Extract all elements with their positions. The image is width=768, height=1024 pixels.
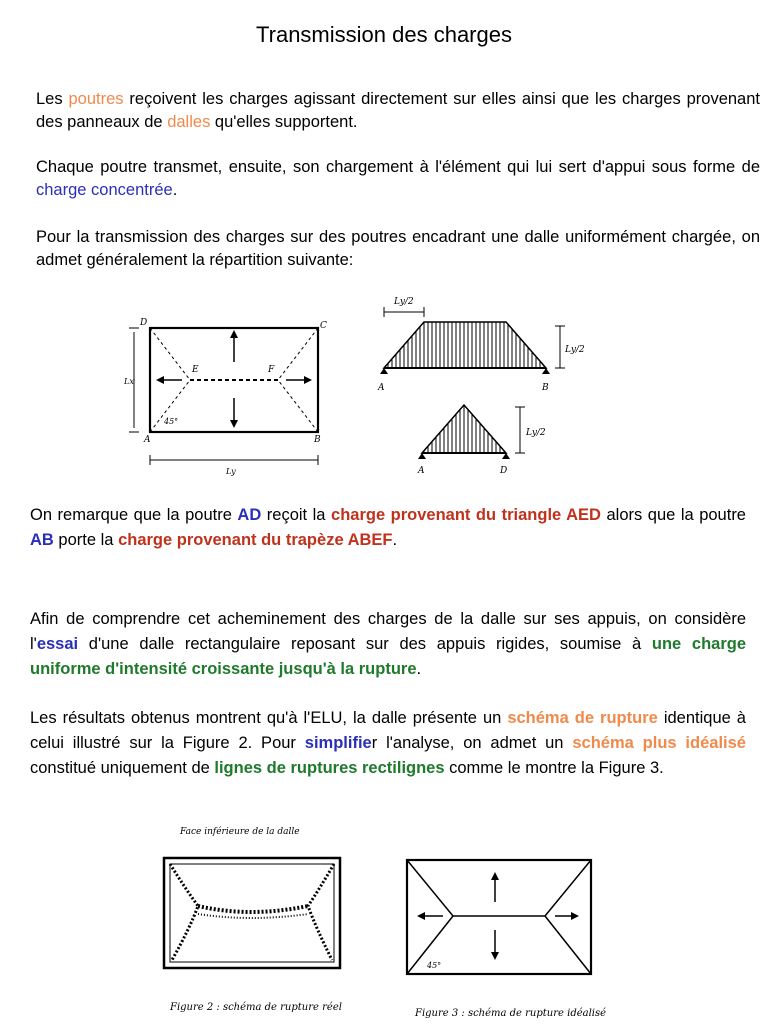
- highlight-schema-idealise: schéma plus idéalisé: [572, 734, 746, 752]
- paragraph-4: On remarque que la poutre AD reçoit la charge provenant du triangle AED alors que la poutre AB porte la charge provenant du trapèze ABEF.: [30, 506, 746, 549]
- figure-2-real-rupture: [150, 818, 360, 1018]
- paragraph-2: Chaque poutre transmet, ensuite, son chargement à l'élément qui lui sert d'appui sous forme de charge concentrée.: [36, 158, 760, 199]
- page-title: Transmission des charges: [256, 22, 512, 47]
- figure-3-caption: Figure 3 : schéma de rupture idéalisé: [415, 1008, 607, 1019]
- highlight-lignes-rupture: lignes de ruptures rectilignes: [214, 759, 445, 777]
- svg-text:A: A: [418, 466, 425, 476]
- paragraph-6: Les résultats obtenus montrent qu'à l'ELU, la dalle présente un schéma de rupture identique à celui illustré sur la Figure 2. Pour simplifier l'analyse, on admet un schéma plus idéalisé constitué uniquement de lignes de ruptures rectilignes comme le montre la Figure 3.: [30, 709, 746, 777]
- svg-text:Ly: Ly: [226, 467, 236, 476]
- paragraph-5: Afin de comprendre cet acheminement des charges de la dalle sur ses appuis, on considère l'essai d'une dalle rectangulaire reposant sur des appuis rigides, soumise à une charge uniforme d'intensité croissante jusqu'à la rupture.: [30, 610, 746, 678]
- svg-text:Ly/2: Ly/2: [565, 345, 585, 355]
- highlight-poutres: poutres: [68, 90, 124, 108]
- svg-text:B: B: [314, 435, 321, 445]
- svg-text:Ly/2: Ly/2: [394, 297, 414, 307]
- highlight-charge-concentree: charge concentrée: [36, 181, 173, 199]
- svg-text:D: D: [140, 318, 148, 328]
- highlight-ab: AB: [30, 531, 54, 549]
- svg-text:45°: 45°: [164, 417, 179, 426]
- highlight-triangle-aed: charge provenant du triangle AED: [331, 506, 601, 524]
- highlight-trapeze-abef: charge provenant du trapèze ABEF: [118, 531, 393, 549]
- figure-3-idealized-rupture: [395, 850, 615, 1020]
- highlight-charge-uniforme: une charge uniforme d'intensité croissante jusqu'à la rupture: [30, 635, 746, 678]
- figure-2-top-label: Face inférieure de la dalle: [180, 827, 300, 837]
- figure-2-caption: Figure 2 : schéma de rupture réel: [170, 1002, 342, 1013]
- svg-text:E: E: [192, 365, 199, 375]
- highlight-dalles: dalles: [167, 113, 211, 131]
- triangle-load-figure: [410, 395, 560, 480]
- svg-text:45°: 45°: [427, 961, 442, 970]
- highlight-schema-rupture: schéma de rupture: [507, 709, 658, 727]
- trapezoid-load-figure: [370, 290, 590, 400]
- paragraph-3: Pour la transmission des charges sur des poutres encadrant une dalle uniformément chargée, on admet généralement la répartition suivante:: [36, 228, 760, 269]
- svg-text:C: C: [320, 321, 327, 331]
- paragraph-1: Les poutres reçoivent les charges agissant directement sur elles ainsi que les charges provenant des panneaux de dalles qu'elles supportent.: [36, 90, 760, 131]
- highlight-simplifier: simplifie: [304, 734, 372, 752]
- svg-text:D: D: [500, 466, 508, 476]
- highlight-ad: AD: [237, 506, 262, 524]
- svg-text:F: F: [268, 365, 275, 375]
- svg-text:A: A: [144, 435, 151, 445]
- svg-text:B: B: [542, 383, 549, 393]
- svg-text:Ly/2: Ly/2: [526, 428, 546, 438]
- svg-text:A: A: [378, 383, 385, 393]
- svg-text:Lx: Lx: [124, 377, 134, 386]
- highlight-essai: essai: [36, 635, 79, 653]
- slab-distribution-figure: [120, 310, 340, 480]
